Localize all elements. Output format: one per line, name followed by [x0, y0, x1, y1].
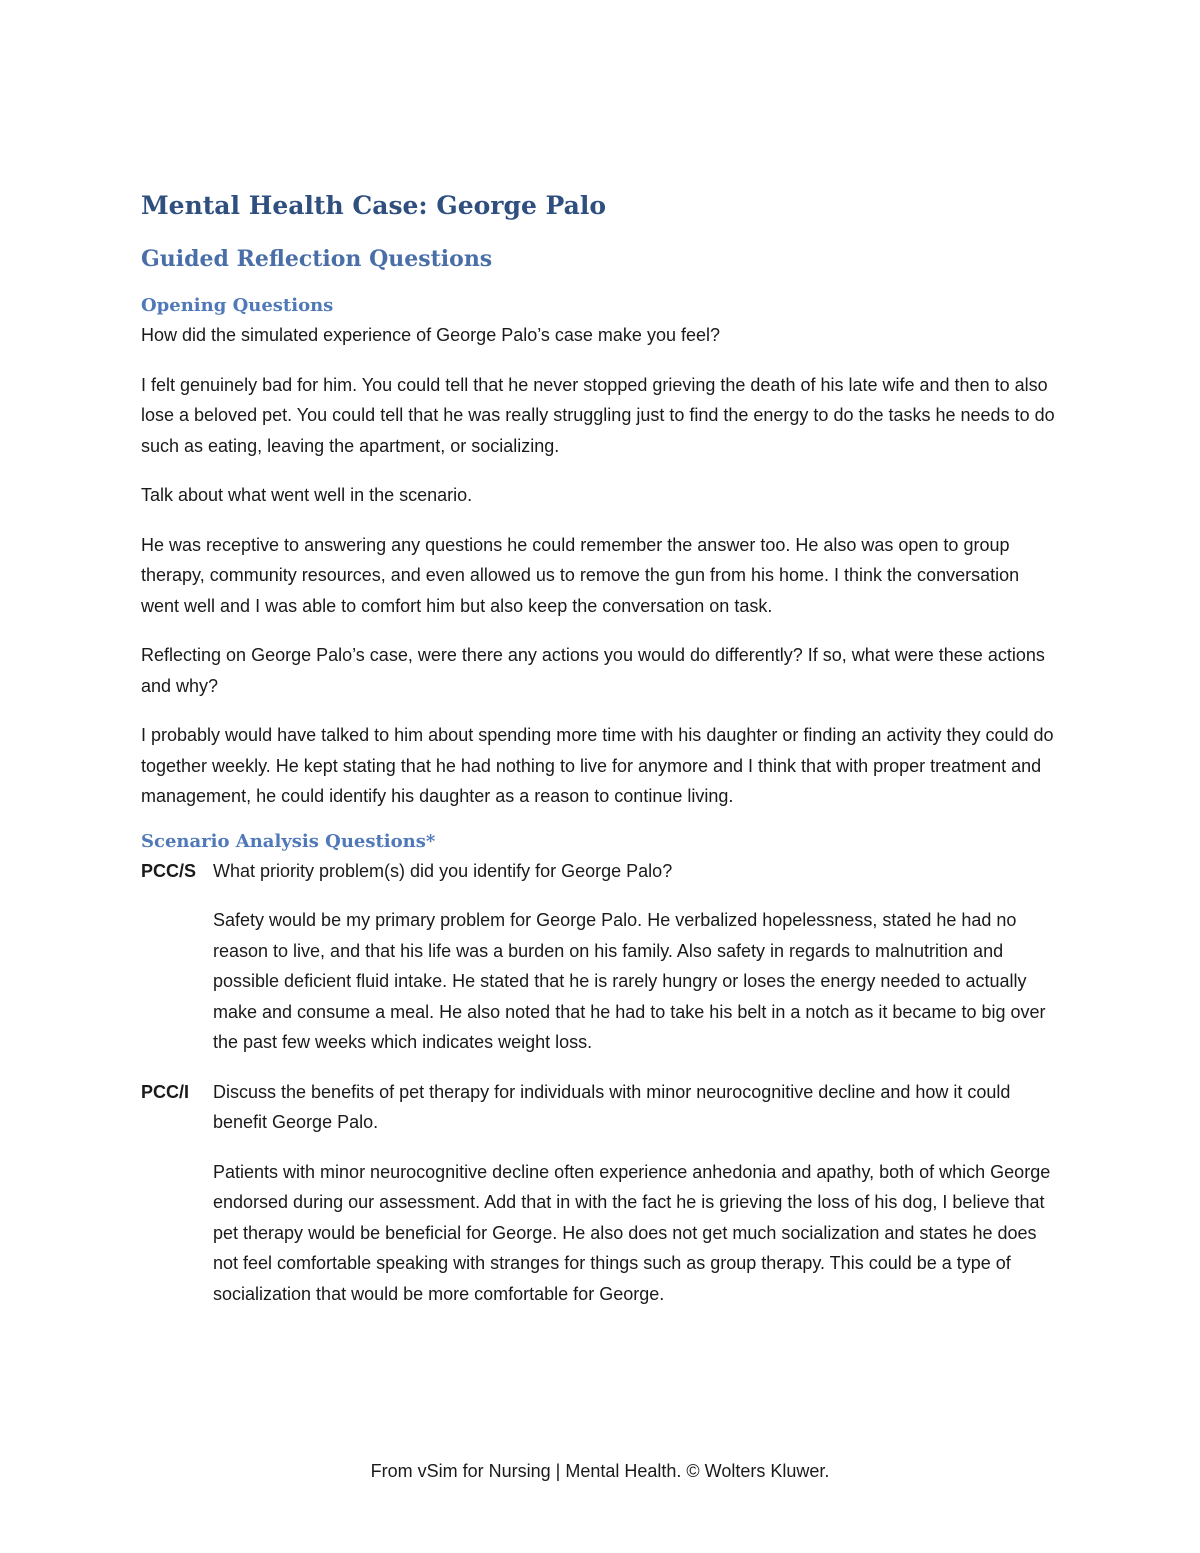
page-footer: From vSim for Nursing | Mental Health. © Wolters Kluwer.	[370, 1461, 830, 1481]
scenario-question: Discuss the benefits of pet therapy for individuals with minor neurocognitive decline and how it could benefit George Palo.	[213, 1081, 1011, 1132]
opening-questions-heading: Opening Questions	[141, 295, 334, 316]
scenario-answer: Safety would be my primary problem for George Palo. He verbalized hopelessness, stated he had no reason to live, and that his life was a burden on his family. Also safety in regards to malnutrition and possible deficient fluid intake. He stated that he is rarely hungry or loses the energy needed to actually make and consume a meal. He also noted that he had to take his belt in a notch as it became to big over the past few weeks which indicates weight loss.	[213, 910, 1046, 1052]
document-title: Mental Health Case: George Palo	[141, 191, 607, 220]
opening-answer-1: I felt genuinely bad for him. You could tell that he never stopped grieving the death of his late wife and then to also lose a beloved pet. You could tell that he was really struggling just to find the energy to do the tasks he needs to do such as eating, leaving the apartment, or socializing.	[141, 374, 1055, 456]
opening-question-3: Reflecting on George Palo’s case, were there any actions you would do differently? If so, what were these actions and why?	[141, 645, 1045, 696]
document-content	[141, 188, 1061, 1309]
scenario-analysis-heading: Scenario Analysis Questions*	[141, 830, 436, 852]
scenario-item-pcc-s	[141, 856, 1061, 887]
scenario-item-pcc-i	[141, 1077, 1061, 1138]
opening-question-1: How did the simulated experience of George Palo’s case make you feel?	[141, 325, 720, 345]
scenario-answer: Patients with minor neurocognitive decline often experience anhedonia and apathy, both of which George endorsed during our assessment. Add that in with the fact he is grieving the loss of his dog, I believe that pet therapy would be beneficial for George. He also does not get much socialization and states he does not feel comfortable speaking with stranges for things such as group therapy. This could be a type of socialization that would be more comfortable for George.	[213, 1161, 1051, 1304]
opening-answer-3: I probably would have talked to him about spending more time with his daughter or finding an activity they could do together weekly. He kept stating that he had nothing to live for anymore and I think that with proper treatment and management, he could identify his daughter as a reason to continue living.	[141, 725, 1054, 806]
pcc-code-label: PCC/I	[141, 1081, 190, 1102]
opening-answer-2: He was receptive to answering any questions he could remember the answer too. He also was open to group therapy, community resources, and even allowed us to remove the gun from his home. I think the conversation went well and I was able to comfort him but also keep the conversation on task.	[141, 534, 1020, 616]
document-subtitle: Guided Reflection Questions	[141, 246, 493, 272]
opening-question-2: Talk about what went well in the scenario.	[141, 485, 473, 505]
pcc-code-label: PCC/S	[141, 860, 197, 881]
scenario-question: What priority problem(s) did you identify for George Palo?	[213, 860, 673, 881]
